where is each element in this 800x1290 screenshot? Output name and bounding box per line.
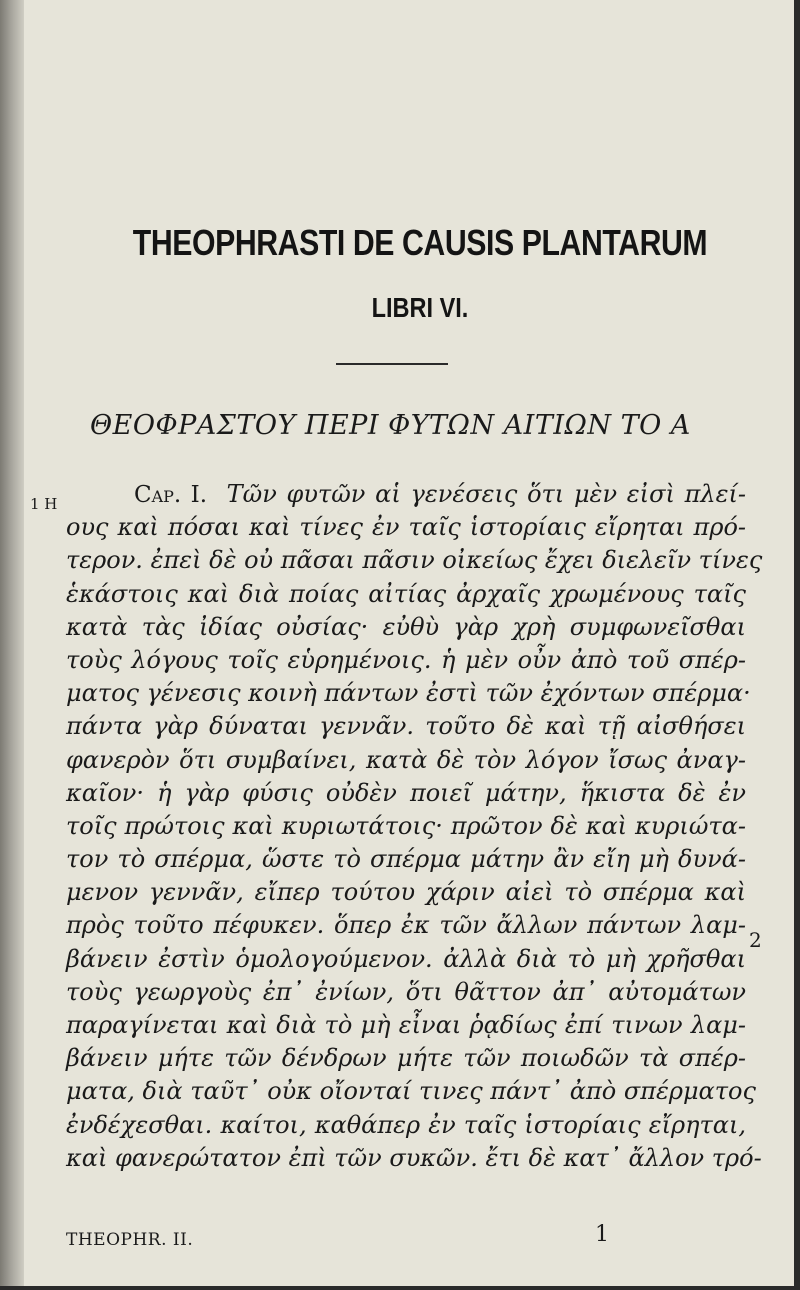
page-edge-right (794, 0, 800, 1290)
text-line: τοὺς γεωργοὺς ἐπ᾽ ἐνίων, ὅτι θᾶττον ἀπ᾽ αὐτομάτων (66, 977, 746, 1006)
text-line: τερον. ἐπεὶ δὲ οὐ πᾶσαι πᾶσιν οἰκείως ἔχει διελεῖν τίνες (66, 546, 763, 575)
text-line: ματα, διὰ ταῦτ᾽ οὐκ οἴονταί τινες πάντ᾽ ἀπὸ σπέρματος (66, 1077, 756, 1106)
book-subtitle: LIBRI VI. (371, 292, 469, 323)
text-line: τοῖς πρώτοις καὶ κυριωτάτοις· πρῶτον δὲ καὶ κυριώτα- (66, 811, 746, 840)
text-line: καῖον· ἡ γὰρ φύσις οὐδὲν ποιεῖ μάτην, ἥκιστα δὲ ἐν (66, 778, 746, 807)
title-divider (336, 363, 448, 365)
body-text (66, 478, 763, 1175)
text-line: παραγίνεται καὶ διὰ τὸ μὴ εἶναι ῥᾳδίως ἐπί τινων λαμ- (66, 1011, 746, 1039)
text-line: φανερὸν ὅτι συμβαίνει, κατὰ δὲ τὸν λόγον ἴσως ἀναγ- (66, 745, 746, 774)
text-line: καὶ φανερώτατον ἐπὶ τῶν συκῶν. ἔτι δὲ κατ᾽ ἄλλον τρό- (66, 1143, 762, 1172)
chapter-label: Cap. I. (134, 482, 208, 508)
book-title: THEOPHRASTI DE CAUSIS PLANTARUM (132, 222, 708, 263)
page-edge-bottom (0, 1286, 800, 1290)
signature-mark: THEOPHR. II. (66, 1230, 194, 1250)
text-line: βάνειν ἐστὶν ὁμολογούμενον. ἀλλὰ διὰ τὸ μὴ χρῆσθαι (66, 944, 746, 973)
book-gutter (0, 0, 24, 1290)
text-line: τον τὸ σπέρμα, ὥστε τὸ σπέρμα μάτην ἂν εἴη μὴ δυνά- (66, 845, 746, 874)
text-line: ους καὶ πόσαι καὶ τίνες ἐν ταῖς ἱστορίαις εἴρηται πρό- (66, 513, 746, 542)
text-line: βάνειν μήτε τῶν δένδρων μήτε τῶν ποιωδῶν τὰ σπέρ- (66, 1044, 746, 1073)
text-line: ἐνδέχεσθαι. καίτοι, καθάπερ ἐν ταῖς ἱστορίαις εἴρηται, (66, 1110, 746, 1139)
text-line: μενον γεννᾶν, εἴπερ τούτου χάριν αἰεὶ τὸ σπέρμα καὶ (66, 878, 746, 907)
text-line: κατὰ τὰς ἰδίας οὐσίας· εὐθὺ γὰρ χρὴ συμφωνεῖσθαι (66, 612, 746, 641)
text-line: ἑκάστοις καὶ διὰ ποίας αἰτίας ἀρχαῖς χρωμένους ταῖς (66, 579, 746, 608)
text-line: τοὺς λόγους τοῖς εὑρημένοις. ἡ μὲν οὖν ἀπὸ τοῦ σπέρ- (66, 645, 746, 674)
text-line: ματος γένεσις κοινὴ πάντων ἐστὶ τῶν ἐχόντων σπέρμα· (66, 679, 751, 708)
text-line: πρὸς τοῦτο πέφυκεν. ὅπερ ἐκ τῶν ἄλλων πάντων λαμ- (66, 911, 746, 940)
text-line (66, 478, 746, 511)
section-title: ΘΕΟΦΡΑΣΤΟΥ ΠΕΡΙ ΦΥΤΩΝ ΑΙΤΙΩΝ ΤΟ Α (90, 410, 691, 441)
margin-note-left: 1 H (30, 495, 58, 513)
page-number: 1 (595, 1222, 609, 1247)
text-line: πάντα γὰρ δύναται γεννᾶν. τοῦτο δὲ καὶ τῇ αἰσθήσει (66, 712, 746, 741)
text-line-content: Τῶν φυτῶν αἱ γενέσεις ὅτι μὲν εἰσὶ πλεί- (226, 480, 747, 508)
margin-note-right: 2 (749, 928, 762, 952)
